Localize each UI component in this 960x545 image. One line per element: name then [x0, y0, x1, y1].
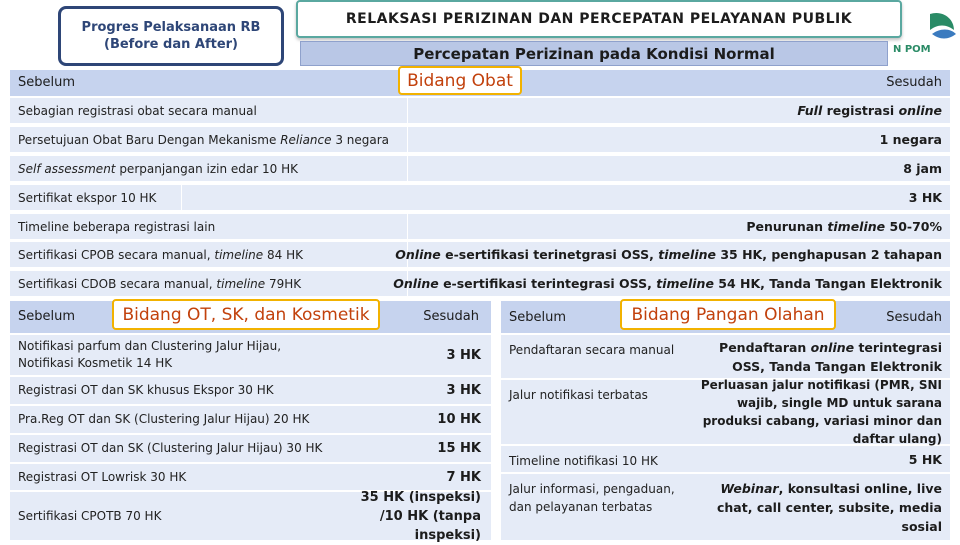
cell-text: , konsultasi online, live chat, call center, subsite, media sosial	[717, 480, 942, 534]
cell-text: 84 HK	[263, 247, 303, 262]
obat-before-cell	[10, 98, 408, 123]
cell-text-italic: timeline	[214, 247, 264, 262]
cell-text: Pendaftaran	[719, 339, 811, 355]
cell-text: 1 negara	[879, 132, 942, 147]
cell-text: Sertifikasi CPOB secara manual,	[18, 247, 215, 262]
logo-text: N POM	[893, 44, 931, 55]
pangan-after-label: Sesudah	[886, 310, 942, 325]
progress-badge	[58, 6, 284, 66]
pangan-after-cell	[689, 335, 950, 378]
pangan-row	[501, 335, 950, 378]
pangan-before-cell: Jalur notifikasi terbatas	[509, 388, 648, 402]
ot-after-cell: 7 HK	[446, 469, 481, 485]
obat-before-label: Sebelum	[18, 75, 76, 90]
cell-text-italic: Webinar	[720, 480, 779, 496]
cell-text: terintegrasi OSS, Tanda Tangan Elektronik	[732, 339, 942, 374]
ot-after-cell: 15 HK	[437, 441, 481, 456]
pangan-after-text	[689, 338, 942, 376]
pangan-after-text	[909, 450, 942, 469]
pangan-after-text	[689, 376, 942, 448]
ot-after-cell: 3 HK	[446, 347, 481, 363]
obat-after-cell	[746, 214, 950, 239]
pangan-row	[501, 380, 950, 444]
cell-text: 35 HK, penghapusan 2 tahapan	[715, 247, 942, 262]
cell-text: Perluasan jalur notifikasi (PMR, SNI wajib, single MD untuk sarana produksi cabang, variasi minor dan daftar ulang)	[700, 378, 942, 446]
pangan-row	[501, 474, 950, 540]
ot-after-cell: 10 HK	[437, 412, 481, 427]
cell-text-italic: timeline	[656, 276, 714, 291]
ot-before-label: Sebelum	[18, 309, 76, 324]
ot-row	[10, 464, 491, 490]
obat-before-cell	[10, 127, 408, 152]
cell-text: 5 HK	[908, 451, 942, 467]
pangan-after-cell	[689, 380, 950, 444]
ot-before-cell: Registrasi OT dan SK (Clustering Jalur Hijau) 30 HK	[18, 441, 323, 455]
cell-text-italic: online	[898, 103, 942, 118]
pangan-section-tag: Bidang Pangan Olahan	[620, 299, 836, 330]
cell-text: Sertifikasi CDOB secara manual,	[18, 276, 217, 291]
ot-row	[10, 435, 491, 462]
obat-row	[10, 271, 950, 296]
cell-text-italic: Reliance	[280, 132, 332, 147]
ot-after-cell: 3 HK	[446, 383, 481, 398]
cell-text-italic: timeline	[827, 219, 886, 234]
obat-row	[10, 127, 950, 152]
ot-row	[10, 335, 491, 375]
cell-text: e-sertifikasi terinetgrasi OSS,	[440, 247, 659, 262]
ot-after-cell: 35 HK (inspeksi) /10 HK (tanpa inspeksi)	[360, 489, 481, 543]
cell-text: Penurunan	[746, 219, 828, 234]
cell-text: Persetujuan Obat Baru Dengan Mekanisme	[18, 132, 281, 147]
cell-text: 54 HK, Tanda Tangan Elektronik	[713, 276, 942, 291]
obat-row	[10, 98, 950, 123]
obat-before-cell	[10, 214, 408, 239]
obat-after-cell	[909, 185, 950, 210]
cell-text: 79HK	[265, 276, 302, 291]
cell-text: e-sertifikasi terintegrasi OSS,	[438, 276, 657, 291]
ot-row	[10, 406, 491, 433]
cell-text-italic: Full	[797, 103, 823, 118]
progress-subtitle: (Before dan After)	[104, 37, 238, 52]
cell-text: Timeline beberapa registrasi lain	[18, 219, 216, 234]
ot-after-label: Sesudah	[423, 309, 479, 324]
cell-text-italic: Self assessment	[18, 161, 116, 176]
obat-section-tag: Bidang Obat	[398, 66, 522, 95]
cell-text-italic: timeline	[658, 247, 716, 262]
obat-row	[10, 214, 950, 239]
pangan-before-label: Sebelum	[509, 310, 567, 325]
pangan-before-cell: Timeline notifikasi 10 HK	[509, 454, 658, 468]
cell-text: Sertifikat ekspor 10 HK	[18, 190, 157, 205]
cell-text: 8 jam	[903, 161, 942, 176]
pangan-before-cell: Pendaftaran secara manual	[509, 343, 675, 357]
ot-row	[10, 377, 491, 404]
cell-text-italic: Online	[395, 247, 441, 262]
pangan-row	[501, 446, 950, 472]
ot-before-cell: Pra.Reg OT dan SK (Clustering Jalur Hijau) 20 HK	[18, 412, 310, 426]
page-title: RELAKSASI PERIZINAN DAN PERCEPATAN PELAYANAN PUBLIK	[296, 0, 902, 38]
obat-before-cell	[10, 185, 182, 210]
cell-text: 3 negara	[331, 132, 390, 147]
cell-text-italic: online	[810, 339, 855, 355]
cell-text: 50-70%	[885, 219, 942, 234]
pangan-after-cell	[689, 474, 950, 540]
obat-after-cell	[393, 271, 950, 296]
page-subtitle: Percepatan Perizinan pada Kondisi Normal	[300, 41, 888, 66]
ot-row	[10, 489, 491, 543]
ot-section-tag: Bidang OT, SK, dan Kosmetik	[112, 299, 380, 330]
cell-text-italic: timeline	[216, 276, 266, 291]
obat-after-cell	[880, 127, 950, 152]
progress-title: Progres Pelaksanaan RB	[81, 20, 261, 35]
obat-before-cell	[10, 271, 408, 296]
obat-after-label: Sesudah	[886, 75, 942, 90]
obat-before-cell	[10, 156, 408, 181]
obat-row	[10, 185, 950, 210]
ot-before-cell: Notifikasi parfum dan Clustering Jalur Hijau, Notifikasi Kosmetik 14 HK	[18, 339, 282, 370]
obat-before-cell	[10, 242, 408, 267]
cell-text: registrasi	[822, 103, 899, 118]
obat-after-cell	[903, 156, 950, 181]
obat-row	[10, 156, 950, 181]
cell-text: Sebagian registrasi obat secara manual	[18, 103, 257, 118]
pangan-before-cell: Jalur informasi, pengaduan, dan pelayanan terbatas	[509, 482, 675, 514]
ot-before-cell: Sertifikasi CPOTB 70 HK	[18, 508, 162, 523]
ot-before-cell: Registrasi OT Lowrisk 30 HK	[18, 469, 187, 484]
obat-row	[10, 242, 950, 267]
ot-before-cell: Registrasi OT dan SK khusus Ekspor 30 HK	[18, 383, 274, 397]
cell-text: 3 HK	[908, 190, 942, 205]
bpom-logo-icon	[896, 6, 960, 64]
obat-after-cell	[395, 242, 950, 267]
obat-after-cell	[797, 98, 950, 123]
cell-text-italic: Online	[393, 276, 439, 291]
pangan-after-text	[689, 479, 942, 536]
cell-text: perpanjangan izin edar 10 HK	[115, 161, 298, 176]
pangan-after-cell	[689, 446, 950, 472]
